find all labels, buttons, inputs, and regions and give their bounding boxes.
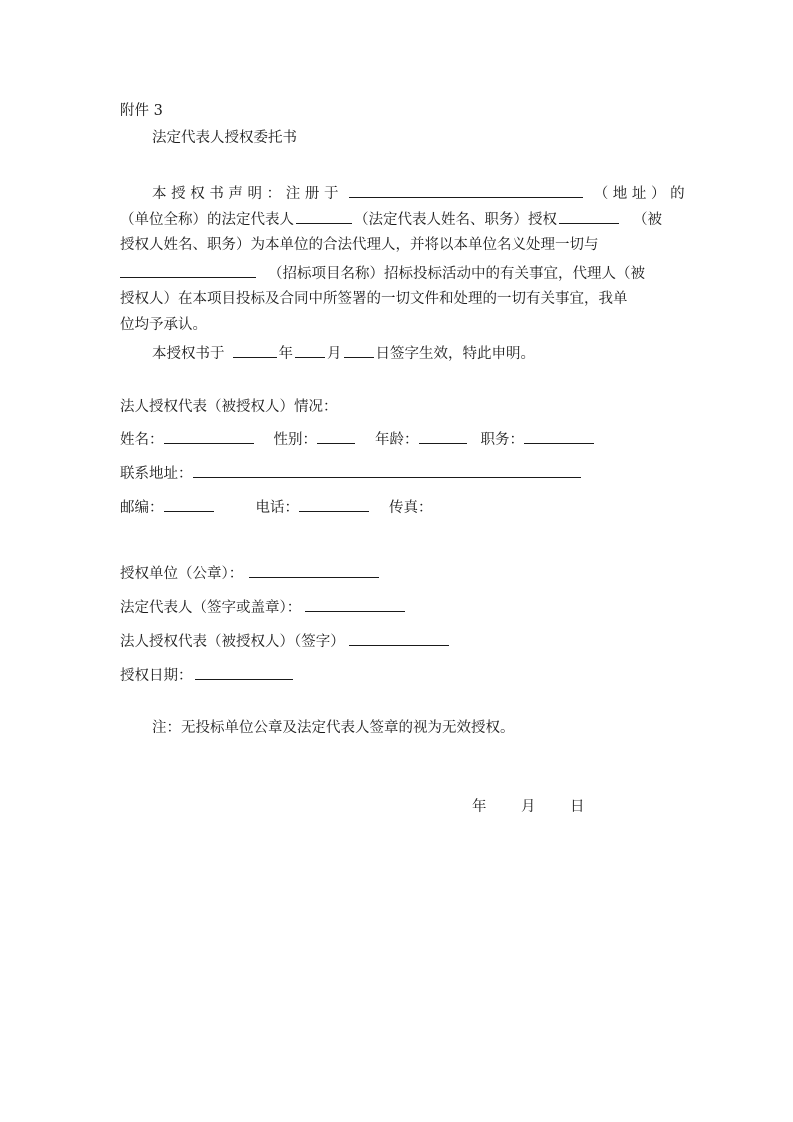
gender-blank (317, 428, 355, 444)
effective-month-label: 月 (327, 346, 342, 362)
agent-signature-blank (349, 630, 449, 646)
name-blank (164, 428, 254, 444)
sign-legal-line (120, 596, 405, 618)
age-label: 年龄： (375, 432, 419, 448)
p1-line-2 (120, 208, 662, 230)
effective-year-label: 年 (278, 346, 293, 362)
effective-year-blank (233, 342, 277, 358)
gender-label: 性别： (273, 432, 317, 448)
auth-date-blank (195, 664, 293, 680)
name-label: 姓名： (120, 432, 164, 448)
p1-l2-text-a: （单位全称）的法定代表人 (120, 212, 294, 228)
phone-label: 电话： (255, 500, 299, 516)
fax-label: 传真： (389, 500, 433, 516)
address-line (120, 462, 581, 484)
effective-month-blank (295, 342, 325, 358)
age-blank (419, 428, 467, 444)
sign-agent-label: 法人授权代表（被授权人）（签字） (120, 634, 345, 650)
address-label: 联系地址： (120, 466, 193, 482)
project-name-blank (120, 262, 256, 278)
phone-blank (299, 496, 369, 512)
p1-line-3: 授权人姓名、职务）为本单位的合法代理人，并将以本单位名义处理一切与 (120, 237, 599, 253)
document-title: 法定代表人授权委托书 (152, 130, 297, 146)
legal-signature-blank (305, 596, 405, 612)
p1-l2-text-b: （法定代表人姓名、职务）授权 (354, 212, 557, 228)
sign-date-line (120, 664, 293, 686)
p1-l4-text: （招标项目名称）招标投标活动中的有关事宜，代理人（被 (268, 266, 645, 282)
p1-line-6: 位均予承认。 (120, 317, 207, 333)
note-text: 注：无投标单位公章及法定代表人签章的视为无效授权。 (152, 720, 515, 736)
p1-line-5: 授权人）在本项目投标及合同中所签署的一切文件和处理的一切有关事宜，我单 (120, 291, 628, 307)
unit-seal-blank (249, 562, 379, 578)
rep-heading: 法人授权代表（被授权人）情况： (120, 399, 338, 415)
sign-unit-line (120, 562, 379, 584)
p1-l1-text-a: 本 授 权 书 声 明 ： 注 册 于 (152, 186, 339, 202)
position-label: 职务： (480, 432, 524, 448)
sign-unit-label: 授权单位（公章）： (120, 566, 244, 582)
p1-line-4 (120, 262, 645, 284)
postcode-label: 邮编： (120, 500, 164, 516)
sign-date-label: 授权日期： (120, 668, 193, 684)
legal-rep-blank (296, 208, 352, 224)
p1-line-1 (152, 182, 685, 204)
effective-text: 本授权书于 (152, 346, 225, 362)
effective-date-line (152, 342, 535, 364)
contact-address-blank (193, 462, 581, 478)
footer-day: 日 (570, 799, 585, 815)
sign-legal-label: 法定代表人（签字或盖章）： (120, 600, 302, 616)
rep-info-line (120, 428, 594, 450)
footer-month: 月 (521, 799, 536, 815)
authorized-person-blank (559, 208, 619, 224)
address-blank (349, 182, 583, 198)
effective-day-blank (344, 342, 374, 358)
attachment-label: 附件 3 (120, 103, 163, 119)
p1-l1-text-b: （ 地 址 ） 的 (593, 186, 685, 202)
footer-year: 年 (472, 799, 487, 815)
postcode-blank (164, 496, 214, 512)
sign-agent-line (120, 630, 449, 652)
contact-line (120, 496, 433, 518)
p1-l2-text-c: （被 (633, 212, 662, 228)
position-blank (524, 428, 594, 444)
effective-day-label: 日签字生效，特此申明。 (375, 346, 535, 362)
